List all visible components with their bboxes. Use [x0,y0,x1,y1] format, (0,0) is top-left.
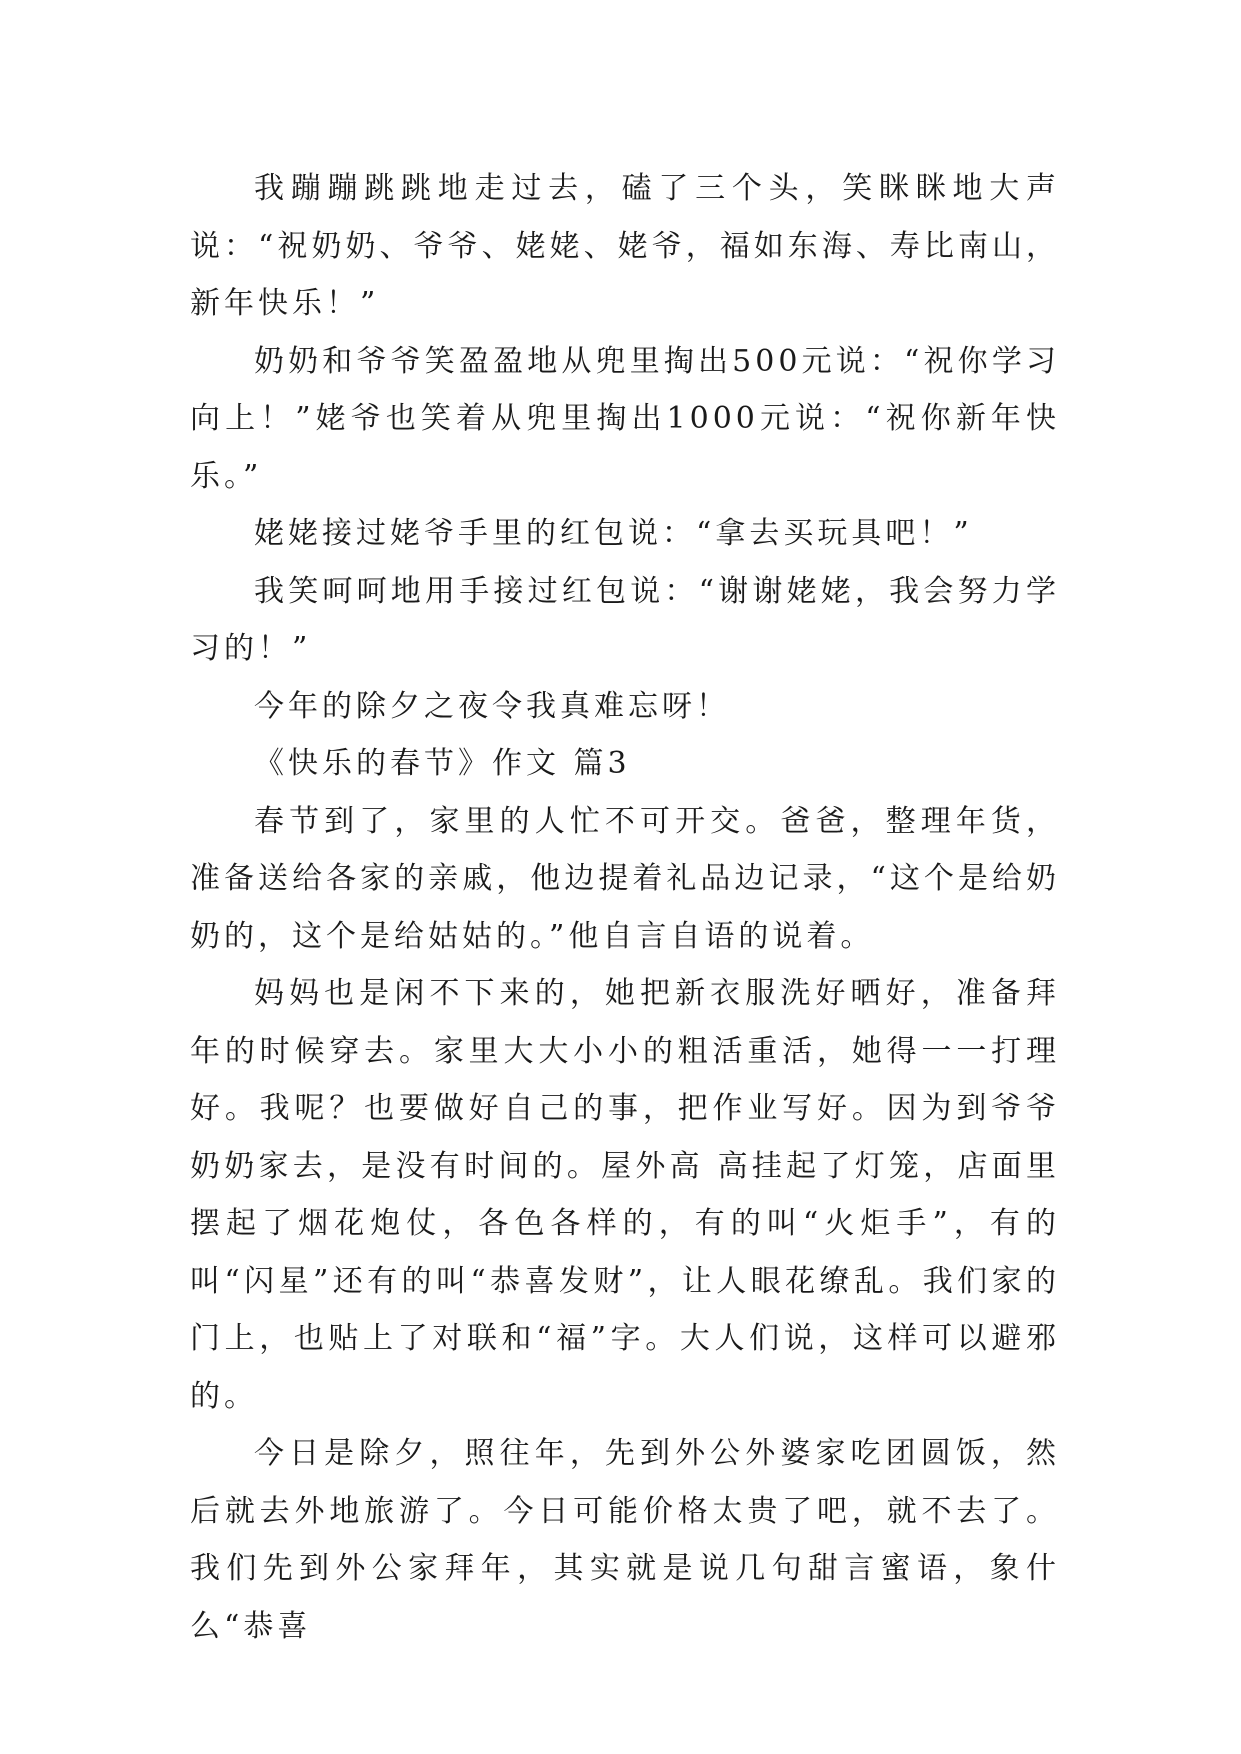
paragraph: 我蹦蹦跳跳地走过去，磕了三个头，笑眯眯地大声说：“祝奶奶、爷爷、姥姥、姥爷，福如东海、寿比南山，新年快乐！” [190,171,1060,321]
paragraph: 我笑呵呵地用手接过红包说：“谢谢姥姥，我会努力学习的！” [190,573,1060,666]
paragraph: 春节到了，家里的人忙不可开交。爸爸，整理年货，准备送给各家的亲戚，他边提着礼品边记录，“这个是给奶奶的，这个是给姑姑的。”他自言自语的说着。 [190,803,1060,954]
paragraph: 今年的除夕之夜令我真难忘呀！ [254,688,730,724]
document-page [190,160,1060,1655]
paragraph: 奶奶和爷爷笑盈盈地从兜里掏出500元说：“祝你学习向上！”姥爷也笑着从兜里掏出1000元说：“祝你新年快乐。” [190,343,1060,494]
paragraph: 今日是除夕，照往年，先到外公外婆家吃团圆饭，然后就去外地旅游了。今日可能价格太贵了吧，就不去了。我们先到外公家拜年，其实就是说几句甜言蜜语，象什么“恭喜 [190,1436,1060,1644]
paragraph: 姥姥接过姥爷手里的红包说：“拿去买玩具吧！” [254,516,973,551]
section-heading: 《快乐的春节》作文 篇3 [254,746,631,781]
paragraph: 妈妈也是闲不下来的，她把新衣服洗好晒好，准备拜年的时候穿去。家里大大小小的粗活重活，她得一一打理好。我呢？也要做好自己的事，把作业写好。因为到爷爷奶奶家去，是没有时间的。屋外高 高挂起了灯笼，店面里摆起了烟花炮仗，各色各样的，有的叫“火炬手”，有的叫“闪星”还有的叫“恭喜发财”，让人眼花缭乱。我们家的门上，也贴上了对联和“福”字。大人们说，这样可以避邪 的。 [190,976,1060,1414]
